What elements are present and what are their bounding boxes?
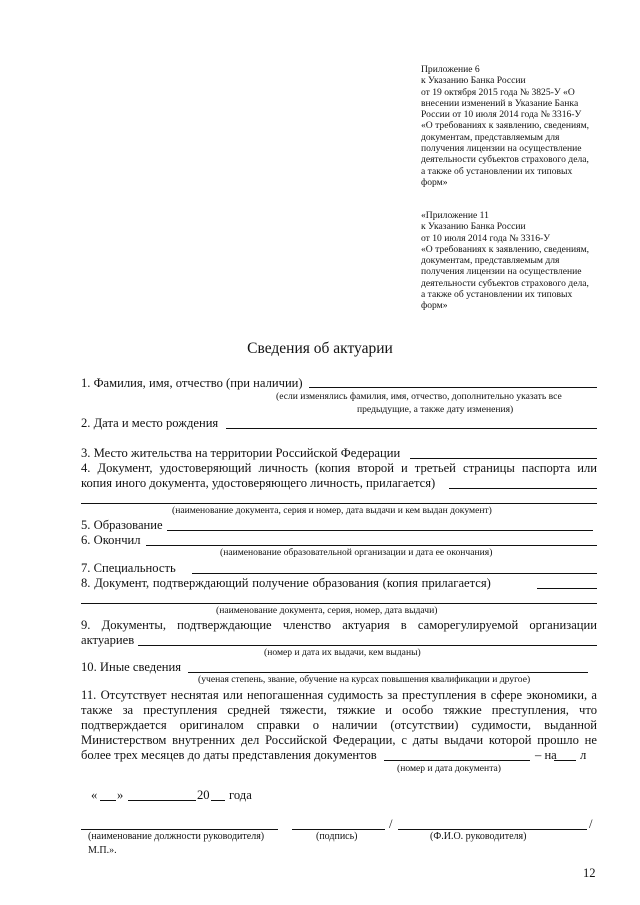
signature-hint: (подпись) <box>316 831 358 842</box>
field-11-line-2: также за преступления средней тяжести, тяжкие и особо тяжкие преступления, что <box>81 703 597 717</box>
appendix-6-line: форм» <box>421 176 448 188</box>
field-8-input-line-a[interactable] <box>537 588 597 589</box>
field-4-text <box>81 461 597 476</box>
field-8-input-line-b[interactable] <box>81 603 597 604</box>
appendix-11-line: а также об установлении их типовых <box>421 289 573 301</box>
field-4-line-1: 4. Документ, удостоверяющий личность (копия второй и третьей страницы паспорта или <box>81 461 597 475</box>
field-7-label: 7. Специальность <box>81 561 176 575</box>
field-6-label: 6. Окончил <box>81 533 141 547</box>
field-11-line-4: Министерством внутренних дел Российской Федерации, с даты выдачи которой прошло не <box>81 733 597 747</box>
field-11-text <box>81 688 597 748</box>
signature-input-line[interactable] <box>292 829 385 830</box>
field-11-pages-input-line[interactable] <box>554 760 576 761</box>
appendix-6-line: деятельности субъектов страхового дела, <box>421 154 589 166</box>
page-number: 12 <box>583 866 596 880</box>
field-11-last-line: более трех месяцев до даты представления документов <box>81 748 377 762</box>
field-8-hint: (наименование документа, серия, номер, дата выдачи) <box>216 605 438 616</box>
appendix-11-line: документам, представляемым для <box>421 255 560 267</box>
field-10-label: 10. Иные сведения <box>81 660 182 674</box>
field-6-input-line[interactable] <box>146 545 597 546</box>
date-open-quote: « <box>91 788 98 802</box>
appendix-11-header <box>421 210 599 312</box>
field-9-text <box>81 618 597 633</box>
field-5-label: 5. Образование <box>81 518 163 532</box>
appendix-11-line: «Приложение 11 <box>421 210 489 221</box>
field-3-label: 3. Место жительства на территории Российской Федерации <box>81 446 401 460</box>
field-3-input-line[interactable] <box>410 458 597 459</box>
signature-slash-left: / <box>389 817 393 831</box>
field-11-on-label: – на <box>535 748 557 762</box>
field-9-line-2: актуариев <box>81 633 135 647</box>
appendix-11-line: от 10 июля 2014 года № 3316-У <box>421 232 550 244</box>
field-4-hint: (наименование документа, серия и номер, дата выдачи и кем выдан документ) <box>172 505 492 516</box>
year-suffix: года <box>229 788 252 802</box>
field-2-input-line[interactable] <box>226 428 597 429</box>
position-hint: (наименование должности руководителя) <box>88 831 265 842</box>
date-close-quote: » <box>117 788 124 802</box>
field-4-line-2: копия иного документа, удостоверяющего личность, прилагается) <box>81 476 436 490</box>
appendix-6-line: внесении изменений в Указание Банка <box>421 97 579 109</box>
appendix-11-line: к Указанию Банка России <box>421 221 526 233</box>
field-7-input-line[interactable] <box>192 573 597 574</box>
appendix-6-line: к Указанию Банка России <box>421 75 526 87</box>
appendix-6-line: документам, представляемым для <box>421 131 560 143</box>
field-2-label: 2. Дата и место рождения <box>81 416 219 430</box>
year-prefix: 20 <box>197 788 210 802</box>
field-11-hint: (номер и дата документа) <box>397 763 501 774</box>
name-input-line[interactable] <box>398 829 587 830</box>
field-10-input-line[interactable] <box>188 672 588 673</box>
document-title: Сведения об актуарии <box>247 340 393 357</box>
day-input-line[interactable] <box>100 800 116 801</box>
appendix-11-line: деятельности субъектов страхового дела, <box>421 277 589 289</box>
appendix-6-line: получения лицензии на осуществление <box>421 143 582 155</box>
field-4-input-line-a[interactable] <box>449 488 597 489</box>
field-11-line-1: 11. Отсутствует неснятая или непогашенная судимость за преступления в сфере экономики, а <box>81 688 597 702</box>
field-5-input-line[interactable] <box>167 530 593 531</box>
signature-slash-right: / <box>589 817 593 831</box>
field-1-input-line[interactable] <box>309 387 597 388</box>
field-9-line-1: 9. Документы, подтверждающие членство актуария в саморегулируемой организации <box>81 618 597 632</box>
name-hint: (Ф.И.О. руководителя) <box>430 831 527 842</box>
appendix-6-line: а также об установлении их типовых <box>421 165 573 177</box>
field-6-hint: (наименование образовательной организации и дата ее окончания) <box>220 547 493 558</box>
appendix-11-line: «О требованиях к заявлению, сведениям, <box>421 243 590 255</box>
appendix-11-line: получения лицензии на осуществление <box>421 266 582 278</box>
field-1-hint-2: предыдущие, а также дату изменения) <box>357 404 514 415</box>
field-11-line-3: подтверждается оригиналом справки о наличии (отсутствии) судимости, выданной <box>81 718 597 732</box>
appendix-6-header <box>421 64 599 188</box>
field-10-hint: (ученая степень, звание, обучение на курсах повышения квалификации и другое) <box>198 674 531 685</box>
appendix-6-line: от 19 октября 2015 года № 3825-У «О <box>421 86 575 98</box>
appendix-6-line: «О требованиях к заявлению, сведениям, <box>421 120 590 132</box>
field-11-document-input-line[interactable] <box>384 760 530 761</box>
field-4-input-line-b[interactable] <box>81 503 597 504</box>
month-input-line[interactable] <box>128 800 196 801</box>
appendix-11-line: форм» <box>421 300 448 312</box>
field-8-label: 8. Документ, подтверждающий получение образования (копия прилагается) <box>81 576 491 590</box>
year-input-line[interactable] <box>211 800 225 801</box>
field-1-hint-1: (если изменялись фамилия, имя, отчество, дополнительно указать все <box>276 391 562 402</box>
field-9-input-line[interactable] <box>138 645 597 646</box>
stamp-place: М.П.». <box>88 845 117 856</box>
appendix-6-line: Приложение 6 <box>421 64 480 75</box>
field-1-label: 1. Фамилия, имя, отчество (при наличии) <box>81 376 303 390</box>
appendix-6-line: России от 10 июля 2014 года № 3316-У <box>421 109 582 121</box>
field-11-pages-unit: л <box>580 748 587 762</box>
position-input-line[interactable] <box>81 829 278 830</box>
field-9-hint: (номер и дата их выдачи, кем выданы) <box>264 647 421 658</box>
